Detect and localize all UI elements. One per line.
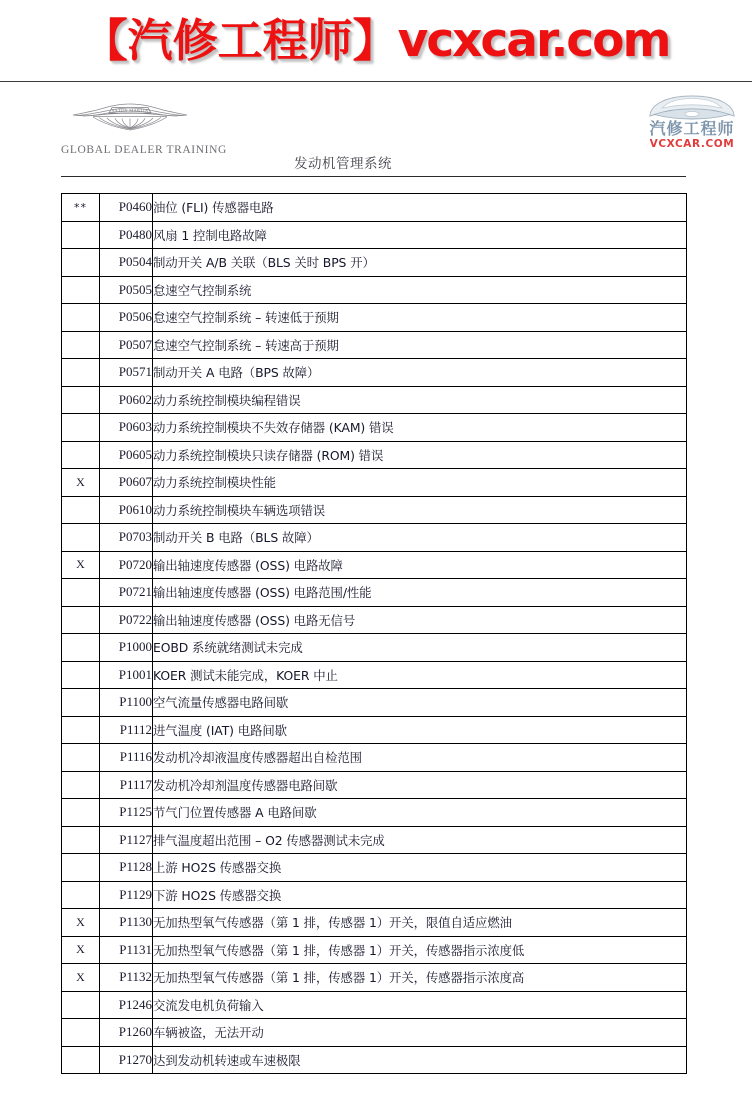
table-row: [62, 991, 687, 1019]
page-title: 发动机管理系统: [294, 156, 392, 172]
dtc-mark-cell: [62, 716, 100, 744]
dtc-description-cell: 空气流量传感器电路间歇: [153, 689, 687, 717]
dtc-mark-cell: [62, 276, 100, 304]
dtc-mark-cell: [62, 414, 100, 442]
dtc-code-cell: P0703: [100, 524, 153, 552]
aston-martin-wings-icon: [71, 100, 189, 136]
dtc-mark-cell: [62, 606, 100, 634]
dtc-description-cell: 输出轴速度传感器 (OSS) 电路范围/性能: [153, 579, 687, 607]
dtc-description-cell: 无加热型氧气传感器（第 1 排，传感器 1）开关，传感器指示浓度高: [153, 964, 687, 992]
dtc-mark-cell: [62, 854, 100, 882]
dtc-code-cell: P0460: [100, 194, 153, 222]
dtc-code-cell: P0721: [100, 579, 153, 607]
car-silhouette-icon: [644, 92, 740, 122]
table-row: [62, 634, 687, 662]
dtc-mark-cell: [62, 524, 100, 552]
dtc-code-cell: P1130: [100, 909, 153, 937]
table-row: [62, 689, 687, 717]
dtc-description-cell: 节气门位置传感器 A 电路间歇: [153, 799, 687, 827]
dtc-description-cell: 制动开关 A/B 关联（BLS 关时 BPS 开）: [153, 249, 687, 277]
brand-logo-block: [61, 100, 261, 156]
dtc-code-cell: P1246: [100, 991, 153, 1019]
table-row: [62, 469, 687, 497]
dtc-code-cell: P1270: [100, 1046, 153, 1074]
dtc-mark-cell: X: [62, 936, 100, 964]
vcxcar-watermark-logo: [636, 92, 748, 150]
dtc-code-cell: P1129: [100, 881, 153, 909]
table-row: [62, 359, 687, 387]
dtc-code-cell: P0571: [100, 359, 153, 387]
table-row: [62, 744, 687, 772]
dtc-mark-cell: X: [62, 551, 100, 579]
dtc-description-cell: 油位 (FLI) 传感器电路: [153, 194, 687, 222]
dtc-code-cell: P0607: [100, 469, 153, 497]
dtc-mark-cell: [62, 744, 100, 772]
table-row: [62, 854, 687, 882]
table-row: [62, 194, 687, 222]
table-row: [62, 1046, 687, 1074]
dtc-mark-cell: [62, 826, 100, 854]
dtc-table: [61, 193, 687, 1074]
dtc-code-cell: P0507: [100, 331, 153, 359]
dtc-table-body: [62, 194, 687, 1074]
brand-caption: GLOBAL DEALER TRAINING: [61, 144, 227, 156]
site-watermark-banner: [0, 0, 752, 80]
table-row: [62, 331, 687, 359]
dtc-code-cell: P1128: [100, 854, 153, 882]
dtc-description-cell: KOER 测试未能完成，KOER 中止: [153, 661, 687, 689]
dtc-description-cell: 无加热型氧气传感器（第 1 排，传感器 1）开关，传感器指示浓度低: [153, 936, 687, 964]
dtc-mark-cell: [62, 634, 100, 662]
table-row: [62, 221, 687, 249]
dtc-description-cell: 发动机冷却液温度传感器超出自检范围: [153, 744, 687, 772]
dtc-mark-cell: [62, 386, 100, 414]
table-row: [62, 909, 687, 937]
dtc-mark-cell: [62, 331, 100, 359]
dtc-mark-cell: **: [62, 194, 100, 222]
table-row: [62, 936, 687, 964]
table-row: [62, 304, 687, 332]
dtc-description-cell: 达到发动机转速或车速极限: [153, 1046, 687, 1074]
dtc-code-cell: P0603: [100, 414, 153, 442]
table-row: [62, 441, 687, 469]
dtc-description-cell: 风扇 1 控制电路故障: [153, 221, 687, 249]
dtc-code-cell: P1131: [100, 936, 153, 964]
header-divider: [61, 176, 686, 177]
dtc-description-cell: 动力系统控制模块性能: [153, 469, 687, 497]
dtc-description-cell: 制动开关 B 电路（BLS 故障）: [153, 524, 687, 552]
dtc-table-container: [61, 193, 686, 1074]
dtc-description-cell: EOBD 系统就绪测试未完成: [153, 634, 687, 662]
dtc-description-cell: 输出轴速度传感器 (OSS) 电路无信号: [153, 606, 687, 634]
table-row: [62, 276, 687, 304]
dtc-description-cell: 无加热型氧气传感器（第 1 排，传感器 1）开关，限值自适应燃油: [153, 909, 687, 937]
table-row: [62, 881, 687, 909]
dtc-description-cell: 进气温度 (IAT) 电路间歇: [153, 716, 687, 744]
dtc-code-cell: P1260: [100, 1019, 153, 1047]
table-row: [62, 716, 687, 744]
table-row: [62, 964, 687, 992]
dtc-code-cell: P0610: [100, 496, 153, 524]
dtc-code-cell: P0602: [100, 386, 153, 414]
dtc-description-cell: 上游 HO2S 传感器交换: [153, 854, 687, 882]
table-row: [62, 249, 687, 277]
dtc-description-cell: 制动开关 A 电路（BPS 故障）: [153, 359, 687, 387]
dtc-mark-cell: [62, 249, 100, 277]
dtc-description-cell: 排气温度超出范围 – O2 传感器测试未完成: [153, 826, 687, 854]
dtc-mark-cell: [62, 359, 100, 387]
dtc-code-cell: P0722: [100, 606, 153, 634]
dtc-code-cell: P0720: [100, 551, 153, 579]
dtc-mark-cell: X: [62, 469, 100, 497]
dtc-code-cell: P1000: [100, 634, 153, 662]
dtc-mark-cell: X: [62, 909, 100, 937]
dtc-code-cell: P1001: [100, 661, 153, 689]
dtc-mark-cell: [62, 991, 100, 1019]
dtc-description-cell: 怠速空气控制系统 – 转速高于预期: [153, 331, 687, 359]
dtc-description-cell: 动力系统控制模块不失效存储器 (KAM) 错误: [153, 414, 687, 442]
dtc-description-cell: 车辆被盗，无法开动: [153, 1019, 687, 1047]
dtc-code-cell: P0505: [100, 276, 153, 304]
dtc-mark-cell: [62, 1019, 100, 1047]
banner-divider: [0, 81, 752, 82]
table-row: [62, 1019, 687, 1047]
dtc-description-cell: 动力系统控制模块只读存储器 (ROM) 错误: [153, 441, 687, 469]
dtc-code-cell: P1112: [100, 716, 153, 744]
watermark-cjk-text: 汽修工程师: [649, 119, 735, 138]
dtc-description-cell: 怠速空气控制系统 – 转速低于预期: [153, 304, 687, 332]
dtc-mark-cell: [62, 579, 100, 607]
dtc-mark-cell: [62, 1046, 100, 1074]
dtc-description-cell: 发动机冷却剂温度传感器电路间歇: [153, 771, 687, 799]
dtc-description-cell: 交流发电机负荷输入: [153, 991, 687, 1019]
table-row: [62, 414, 687, 442]
dtc-code-cell: P1116: [100, 744, 153, 772]
document-header: [0, 92, 752, 184]
dtc-mark-cell: [62, 221, 100, 249]
table-row: [62, 661, 687, 689]
dtc-code-cell: P1117: [100, 771, 153, 799]
dtc-code-cell: P0605: [100, 441, 153, 469]
dtc-description-cell: 动力系统控制模块车辆选项错误: [153, 496, 687, 524]
watermark-domain-text: VCXCAR.COM: [649, 137, 735, 150]
svg-text:ASTON MARTIN: ASTON MARTIN: [111, 107, 149, 113]
dtc-mark-cell: [62, 799, 100, 827]
table-row: [62, 579, 687, 607]
dtc-mark-cell: [62, 496, 100, 524]
dtc-mark-cell: [62, 771, 100, 799]
table-row: [62, 606, 687, 634]
table-row: [62, 524, 687, 552]
dtc-code-cell: P1100: [100, 689, 153, 717]
dtc-mark-cell: [62, 661, 100, 689]
dtc-code-cell: P1125: [100, 799, 153, 827]
dtc-code-cell: P0506: [100, 304, 153, 332]
table-row: [62, 799, 687, 827]
dtc-description-cell: 动力系统控制模块编程错误: [153, 386, 687, 414]
table-row: [62, 826, 687, 854]
dtc-description-cell: 怠速空气控制系统: [153, 276, 687, 304]
dtc-code-cell: P1132: [100, 964, 153, 992]
dtc-mark-cell: [62, 881, 100, 909]
banner-cjk-text: 【汽修工程师】: [82, 13, 398, 67]
dtc-mark-cell: X: [62, 964, 100, 992]
dtc-mark-cell: [62, 689, 100, 717]
dtc-code-cell: P0480: [100, 221, 153, 249]
dtc-code-cell: P0504: [100, 249, 153, 277]
dtc-mark-cell: [62, 304, 100, 332]
banner-domain-text: vcxcar.com: [397, 12, 670, 68]
dtc-description-cell: 下游 HO2S 传感器交换: [153, 881, 687, 909]
table-row: [62, 496, 687, 524]
table-row: [62, 386, 687, 414]
dtc-mark-cell: [62, 441, 100, 469]
table-row: [62, 771, 687, 799]
table-row: [62, 551, 687, 579]
dtc-description-cell: 输出轴速度传感器 (OSS) 电路故障: [153, 551, 687, 579]
dtc-code-cell: P1127: [100, 826, 153, 854]
